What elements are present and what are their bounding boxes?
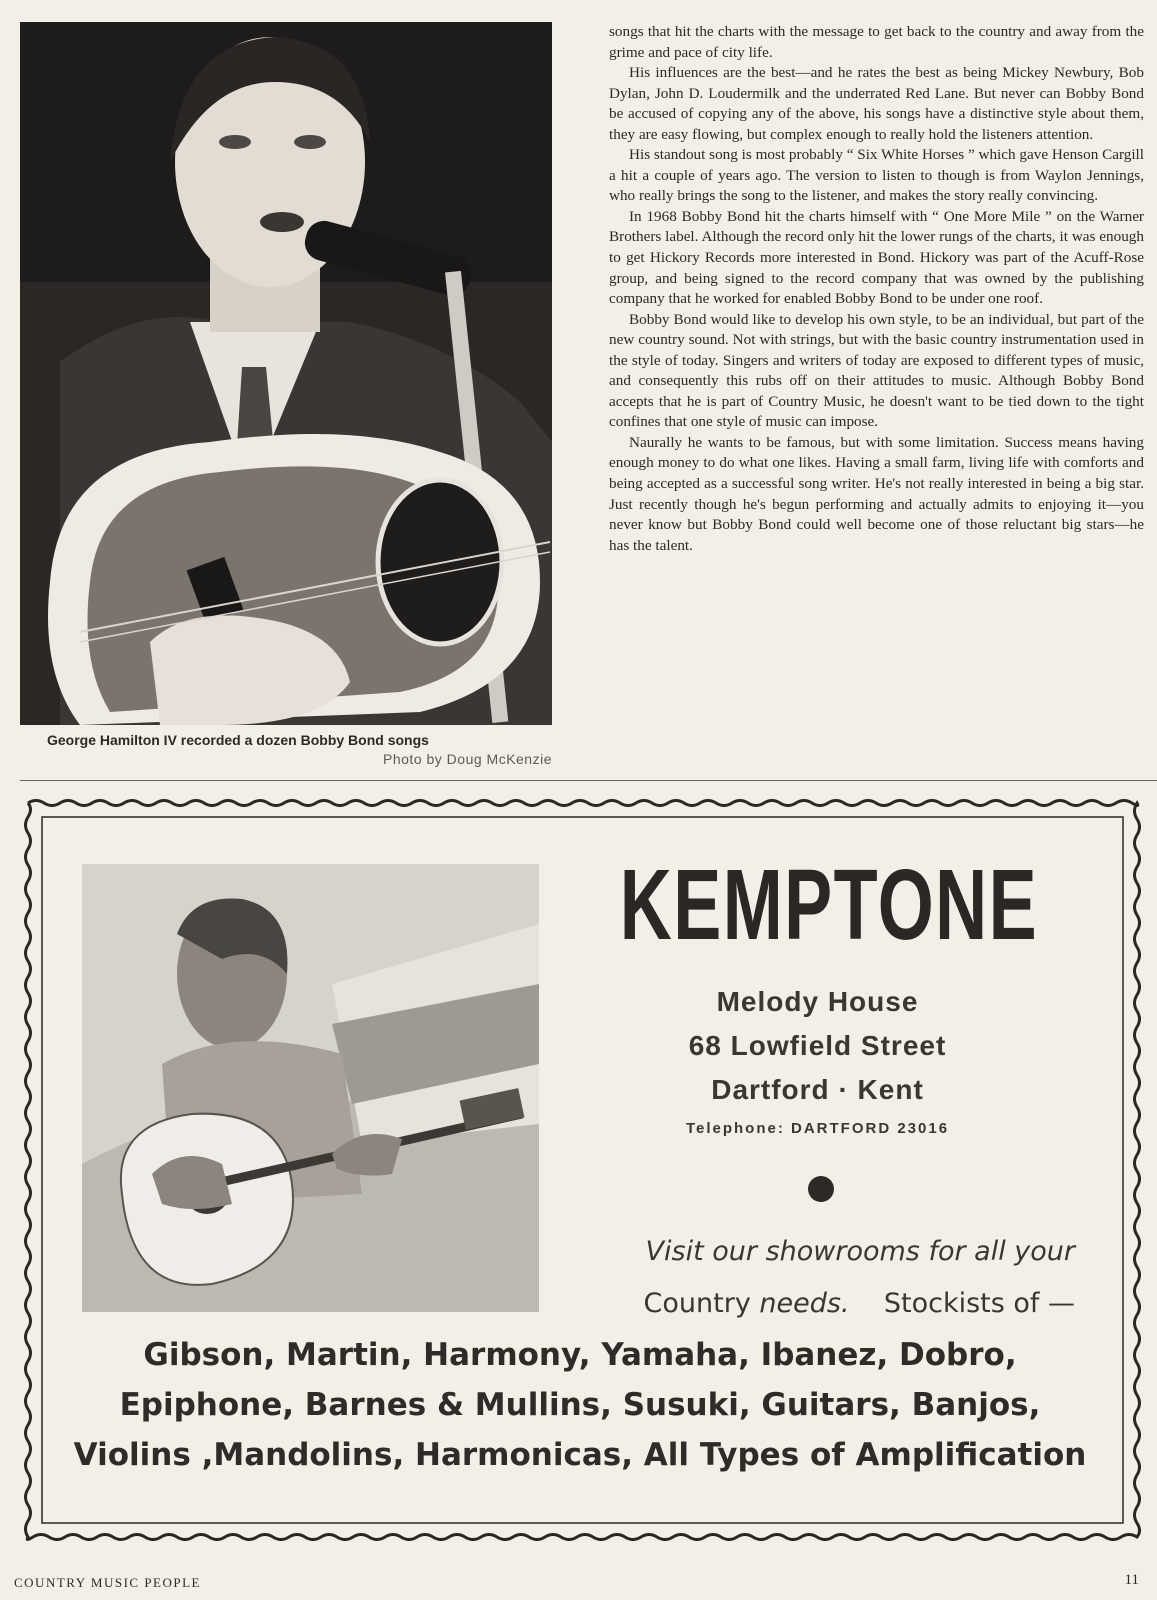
advert-stock-list: [55, 1330, 1105, 1480]
advert-telephone: Telephone: DARTFORD 23016: [685, 1120, 950, 1137]
photo-caption: George Hamilton IV recorded a dozen Bobby Bond songs: [47, 732, 429, 748]
page-number: 11: [1124, 1572, 1139, 1588]
performer-photo: [20, 22, 552, 725]
photo-caption-block: [20, 732, 552, 767]
advert-town: Dartford · Kent: [711, 1074, 924, 1105]
article-paragraph: Bobby Bond would like to develop his own style, to be an individual, but part of the new country sound. Not with strings, but with the basic country instrumentation used in the style of today. Singers and writers of today are exposed to different types of music, and consequently this rubs off on their attitudes to music. Although Bobby Bond accepts that he is part of Country Music, he doesn't want to be tied down to the tight confines that one style of music can impose.: [609, 310, 1144, 431]
article-paragraph: songs that hit the charts with the message to get back to the country and away from the grime and pace of city life.: [609, 23, 1144, 61]
visit-line-1: Visit our showrooms for all your: [645, 1236, 1075, 1267]
publication-name: COUNTRY MUSIC PEOPLE: [14, 1575, 201, 1590]
advert-visit-text: [565, 1226, 1075, 1330]
article-paragraph: His influences are the best—and he rates the best as being Mickey Newbury, Bob Dylan, John D. Loudermilk and the underrated Red Lane. But never can Bobby Bond be accused of copying any of the above, his songs have a distinctive style about them, they are easy flowing, but complex enough to really hold the listeners attention.: [609, 64, 1144, 143]
guitarist-illustration: [82, 864, 539, 1312]
photo-credit: Photo by Doug McKenzie: [383, 751, 552, 767]
visit-stockists: Stockists of —: [883, 1288, 1075, 1319]
stock-line-1: Gibson, Martin, Harmony, Yamaha, Ibanez, Dobro,: [143, 1337, 1017, 1373]
visit-country: Country: [643, 1288, 751, 1319]
advert-shop-name: Melody House: [716, 986, 919, 1017]
stock-line-2: Epiphone, Barnes & Mullins, Susuki, Guitars, Banjos,: [119, 1387, 1041, 1423]
article-column: [609, 22, 1144, 556]
visit-needs: needs.: [759, 1288, 850, 1319]
article-paragraph: His standout song is most probably “ Six White Horses ” which gave Henson Cargill a hit a couple of years ago. The version to listen to though is from Waylon Jennings, who really brings the song to the listener, and makes the story really convincing.: [609, 146, 1144, 205]
section-divider: [20, 780, 1157, 781]
article-paragraph: In 1968 Bobby Bond hit the charts himself with “ One More Mile ” on the Warner Brothers label. Although the record only hit the lower rungs of the charts, it was enough to get Hickory Records more interested in Bond. Hickory was part of the Acuff-Rose group, and being signed to the record company that was owned by the publishing company that he worked for enabled Bobby Bond to be under one roof.: [609, 207, 1144, 308]
advert-brand: KEMPTONE: [619, 849, 1039, 961]
stock-line-3: Violins ,Mandolins, Harmonicas, All Types of Amplification: [73, 1437, 1087, 1473]
article-paragraph: Naurally he wants to be famous, but with some limitation. Success means having enough money to do what one likes. Having a small farm, living life with comforts and being accepted as a successful song writer. He's not really interested in being a big star. Just recently though he's begun performing and actually admits to enjoying it—you never know but Bobby Bond could well become one of those reluctant big stars—he has the talent.: [609, 433, 1144, 554]
visit-line-2: [565, 1278, 1075, 1330]
bullet-dot: [808, 1176, 834, 1202]
advert-street: 68 Lowfield Street: [688, 1030, 947, 1061]
